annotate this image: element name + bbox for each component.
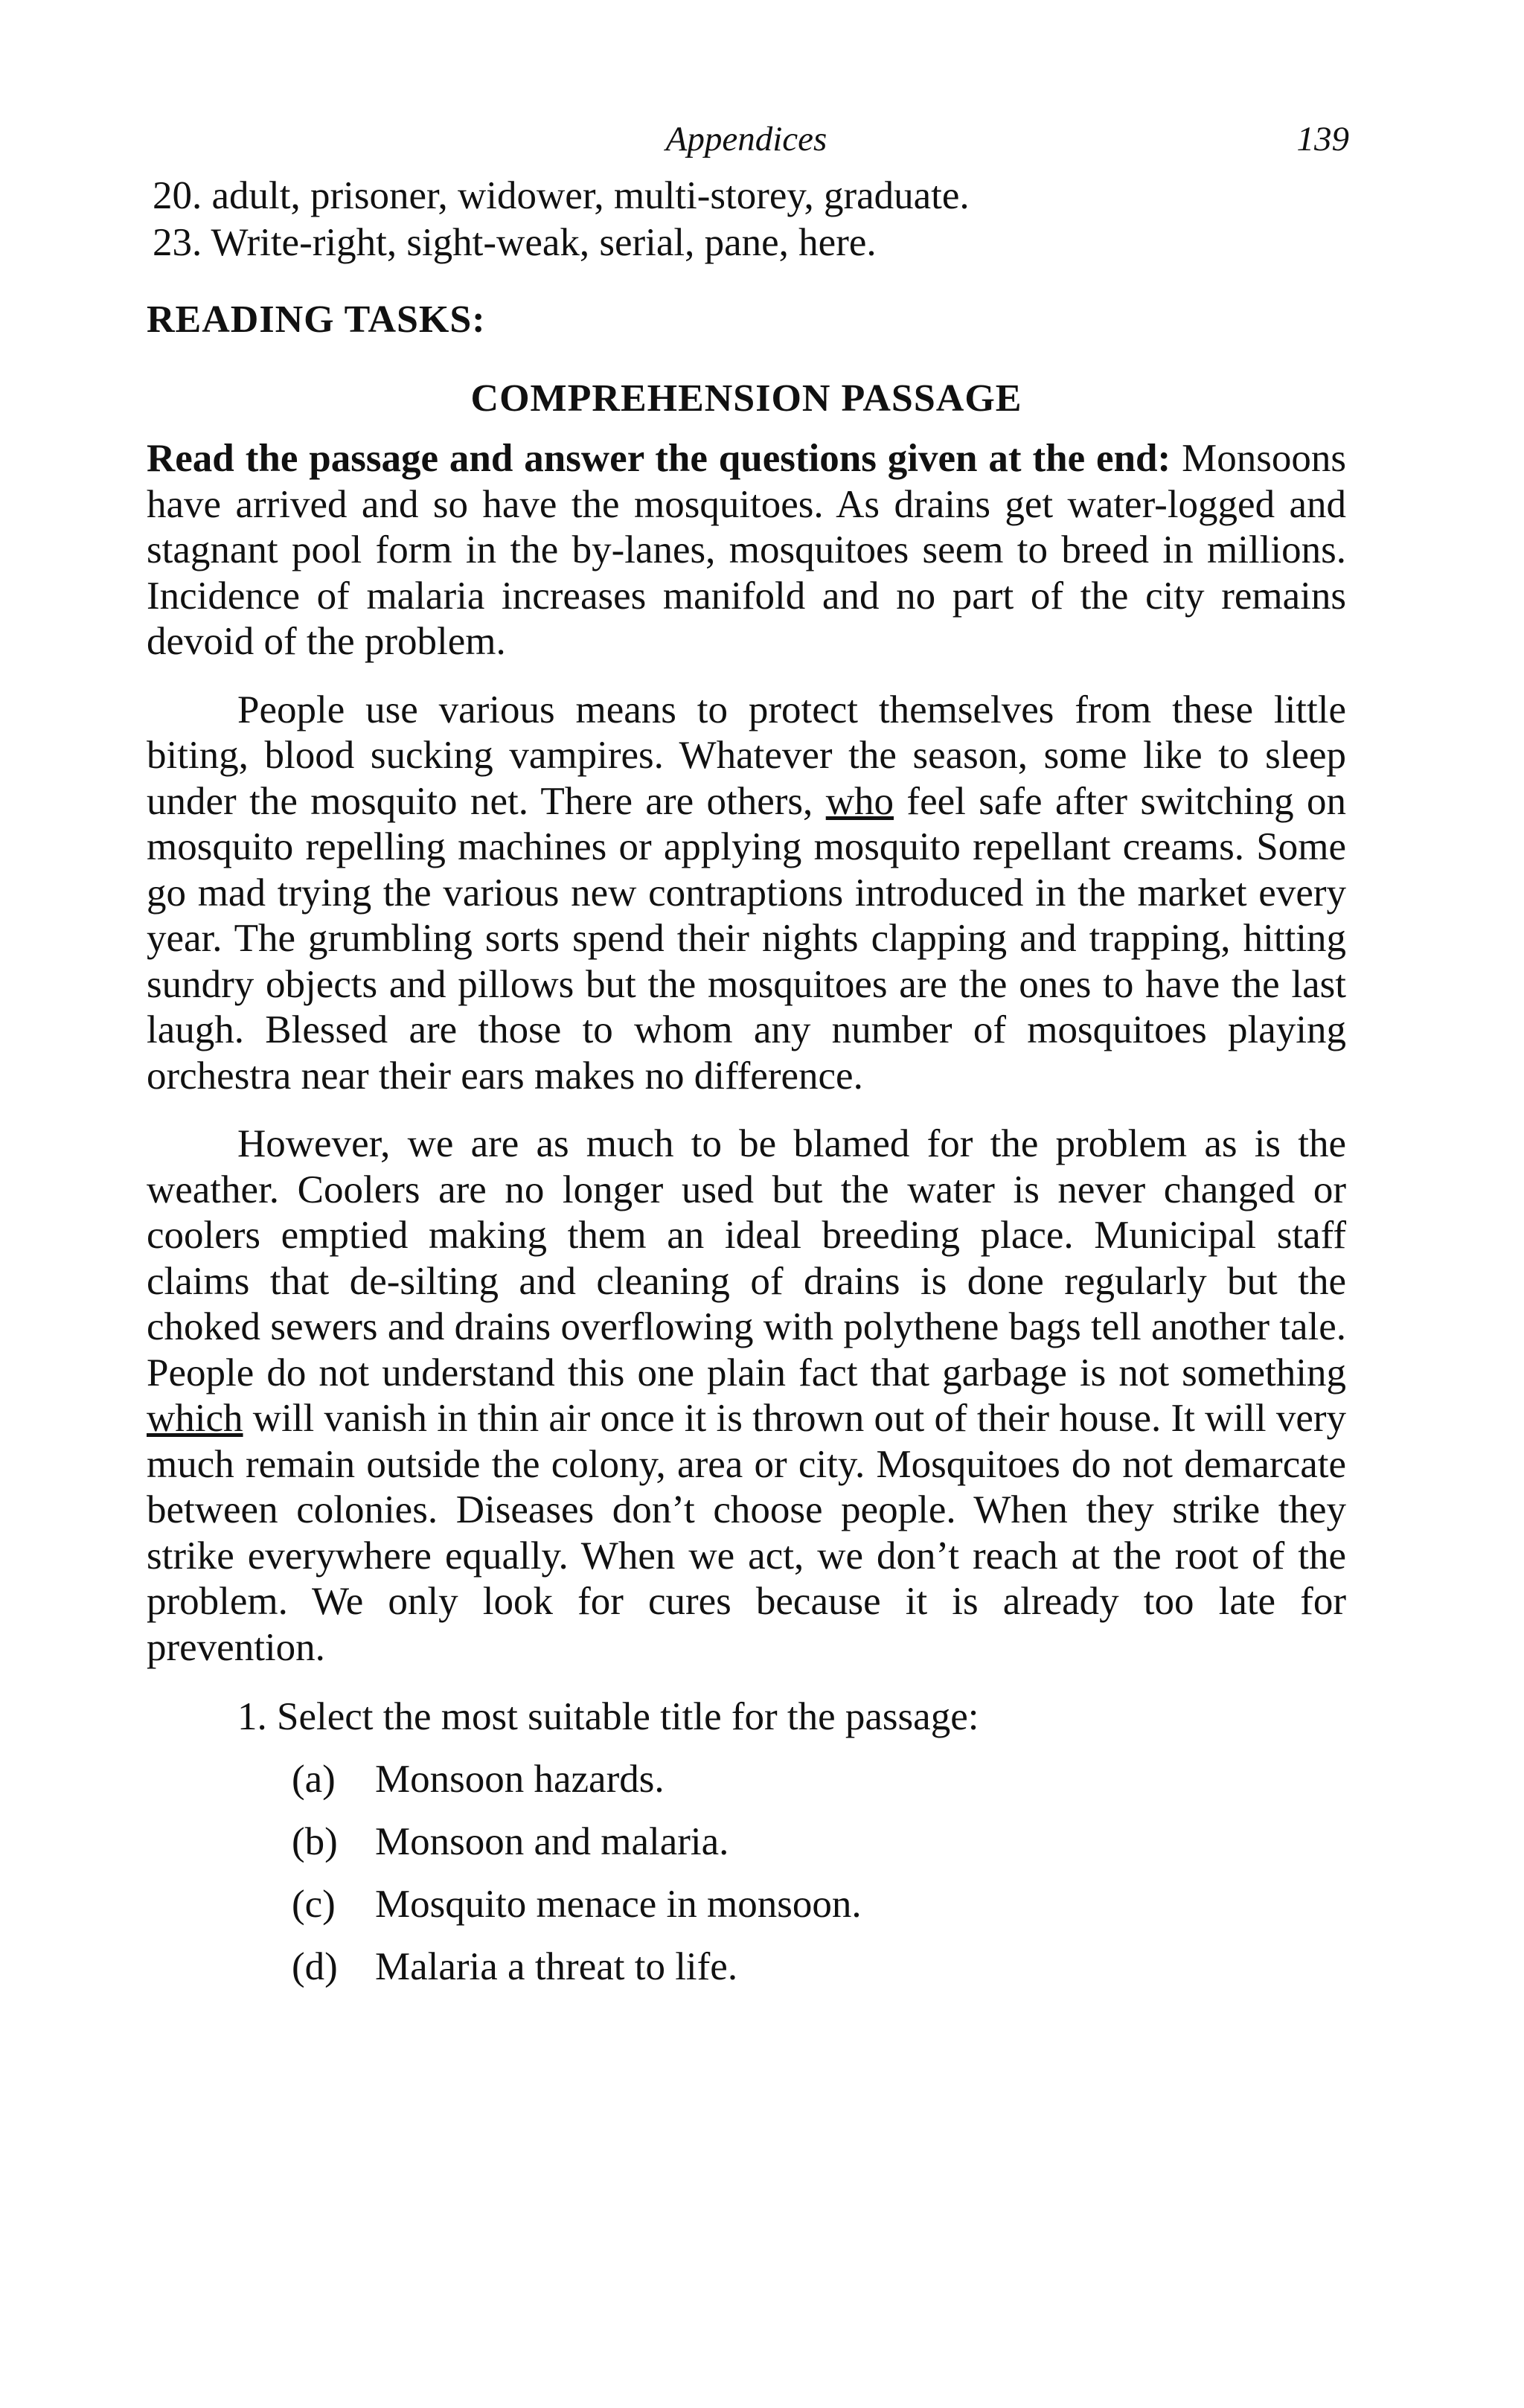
page-header bbox=[147, 119, 1349, 173]
answer-line-23: 23. Write-right, sight-weak, serial, pane, here. bbox=[153, 221, 877, 264]
paragraph-2-text-b: feel safe after switching on mosquito repelling machines or applying mosquito repellant creams. Some go mad trying the various new contraptions introduced in the market every year. The grumbling sorts spend their nights clapping and trapping, hitting sundry objects and pillows but the mosquitoes are the ones to have the last laugh. Blessed are those to whom any number of mosquitoes playing orchestra near their ears makes no difference. bbox=[147, 779, 1346, 1098]
passage-paragraph-1 bbox=[147, 436, 1346, 665]
book-page bbox=[147, 119, 1349, 2005]
option-label: (b) bbox=[292, 1820, 338, 1863]
option-d bbox=[292, 1943, 1346, 1991]
passage-paragraph-2 bbox=[147, 688, 1346, 1100]
option-text: Mosquito menace in monsoon. bbox=[375, 1883, 862, 1926]
passage-title: COMPREHENSION PASSAGE bbox=[470, 377, 1022, 420]
page-number: 139 bbox=[1296, 120, 1349, 158]
option-text: Monsoon and malaria. bbox=[375, 1820, 729, 1863]
paragraph-2-text-a: People use various means to protect themselves from these little biting, blood sucking vampires. Whatever the season, some like to sleep under the mosquito net. There are others, bbox=[147, 688, 1346, 823]
paragraph-2-underlined-word: who bbox=[825, 779, 894, 823]
option-text: Monsoon hazards. bbox=[375, 1758, 665, 1801]
paragraph-3-text-a: However, we are as much to be blamed for the problem as is the weather. Coolers are no longer used but the water is never changed or coolers emptied making them an ideal breeding place. Municipal staff claims that de-silting and cleaning of drains is done regularly but the choked sewers and drains overflowing with polythene bags tell another tale. People do not understand this one plain fact that garbage is not something bbox=[147, 1122, 1346, 1394]
paragraph-1-text: Monsoons have arrived and so have the mosquitoes. As drains get water-logged and stagnant pool form in the by-lanes, mosquitoes seem to breed in millions. Incidence of malaria increases manifold and no part of the city remains devoid of the problem. bbox=[147, 437, 1346, 663]
section-heading: READING TASKS: bbox=[147, 298, 486, 341]
option-c bbox=[292, 1880, 1346, 1928]
passage-instruction: Read the passage and answer the questions given at the end: bbox=[147, 437, 1171, 480]
passage-paragraph-3 bbox=[147, 1121, 1346, 1671]
option-label: (a) bbox=[292, 1758, 336, 1801]
answer-line-20: 20. adult, prisoner, widower, multi-storey, graduate. bbox=[153, 174, 970, 217]
paragraph-3-underlined-word: which bbox=[147, 1397, 243, 1440]
paragraph-3-text-b: will vanish in thin air once it is thrown out of their house. It will very much remain outside the colony, area or city. Mosquitoes do not demarcate between colonies. Diseases don’t choose people. When they strike they strike everywhere equally. When we act, we don’t reach at the root of the problem. We only look for cures because it is already too late for prevention. bbox=[147, 1397, 1346, 1669]
option-text: Malaria a threat to life. bbox=[375, 1945, 738, 1988]
option-b bbox=[292, 1818, 1346, 1866]
option-label: (c) bbox=[292, 1883, 336, 1926]
option-label: (d) bbox=[292, 1945, 338, 1988]
question-1-options bbox=[292, 1755, 1346, 1991]
option-a bbox=[292, 1755, 1346, 1803]
question-1: 1. Select the most suitable title for the passage: bbox=[237, 1695, 979, 1738]
running-head: Appendices bbox=[665, 120, 827, 158]
